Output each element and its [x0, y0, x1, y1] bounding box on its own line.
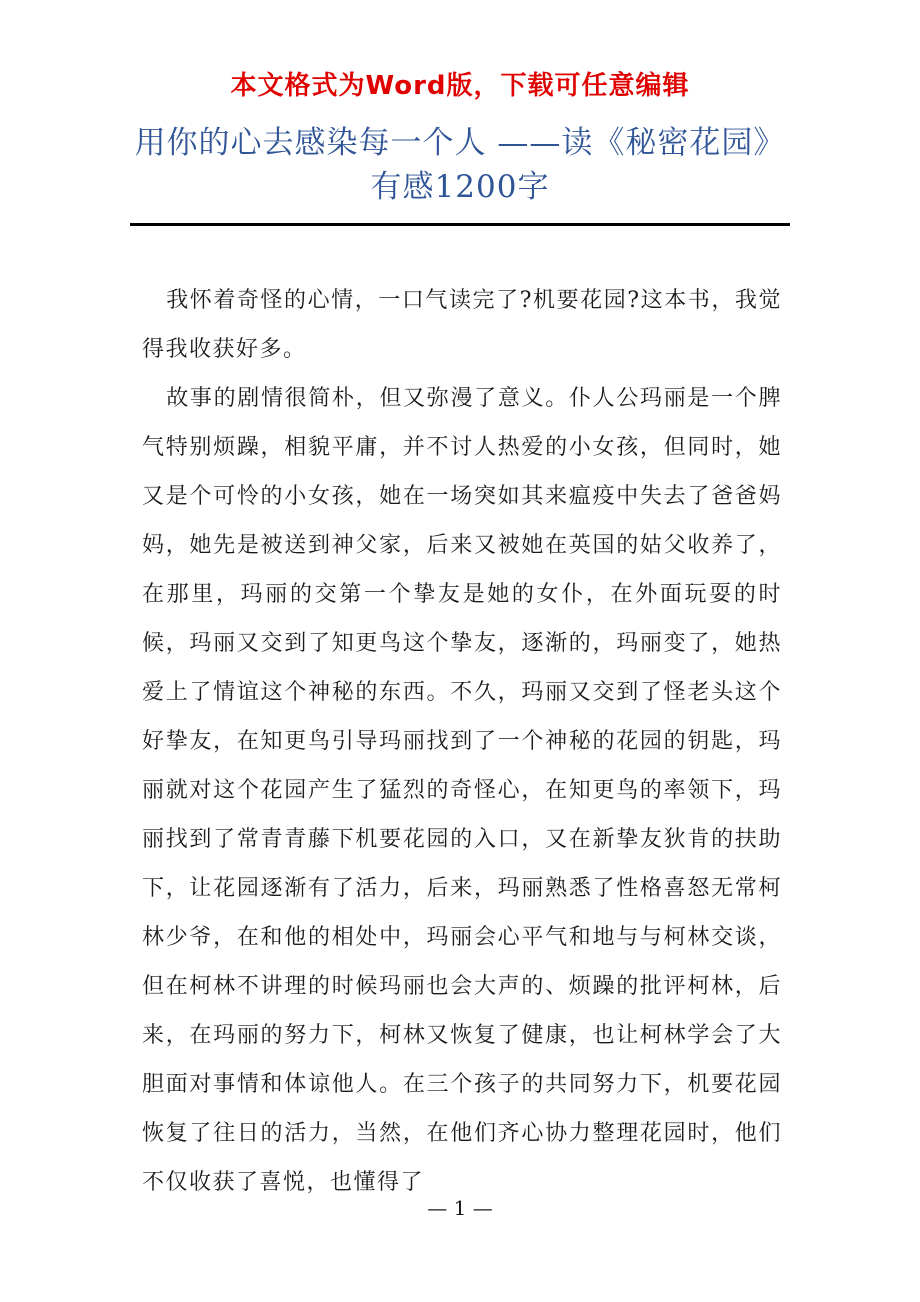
- paragraph: 我怀着奇怪的心情，一口气读完了?机要花园?这本书，我觉得我收获好多。: [142, 288, 782, 362]
- document-title: 用你的心去感染每一个人 ——读《秘密花园》有感1200字: [134, 125, 786, 205]
- download-notice: 本文格式为Word版，下载可任意编辑: [230, 71, 690, 101]
- page-number: — 1 —: [427, 1196, 493, 1220]
- title-divider: [130, 223, 790, 226]
- document-body: [142, 276, 782, 1207]
- paragraph: 故事的剧情很简朴，但又弥漫了意义。仆人公玛丽是一个脾气特别烦躁，相貌平庸，并不讨人热爱的小女孩，但同时，她又是个可怜的小女孩，她在一场突如其来瘟疫中失去了爸爸妈妈，她先是被送到神父家，后来又被她在英国的姑父收养了，在那里，玛丽的交第一个挚友是她的女仆，在外面玩耍的时候，玛丽又交到了知更鸟这个挚友，逐渐的，玛丽变了，她热爱上了情谊这个神秘的东西。不久，玛丽又交到了怪老头这个好挚友，在知更鸟引导玛丽找到了一个神秘的花园的钥匙，玛丽就对这个花园产生了猛烈的奇怪心，在知更鸟的率领下，玛丽找到了常青青藤下机要花园的入口，又在新挚友狄肯的扶助下，让花园逐渐有了活力，后来，玛丽熟悉了性格喜怒无常柯林少爷，在和他的相处中，玛丽会心平气和地与与柯林交谈，但在柯林不讲理的时候玛丽也会大声的、烦躁的批评柯林，后来，在玛丽的努力下，柯林又恢复了健康，也让柯林学会了大胆面对事情和体谅他人。在三个孩子的共同努力下，机要花园恢复了往日的活力，当然，在他们齐心协力整理花园时，他们不仅收获了喜悦，也懂得了: [142, 386, 782, 1195]
